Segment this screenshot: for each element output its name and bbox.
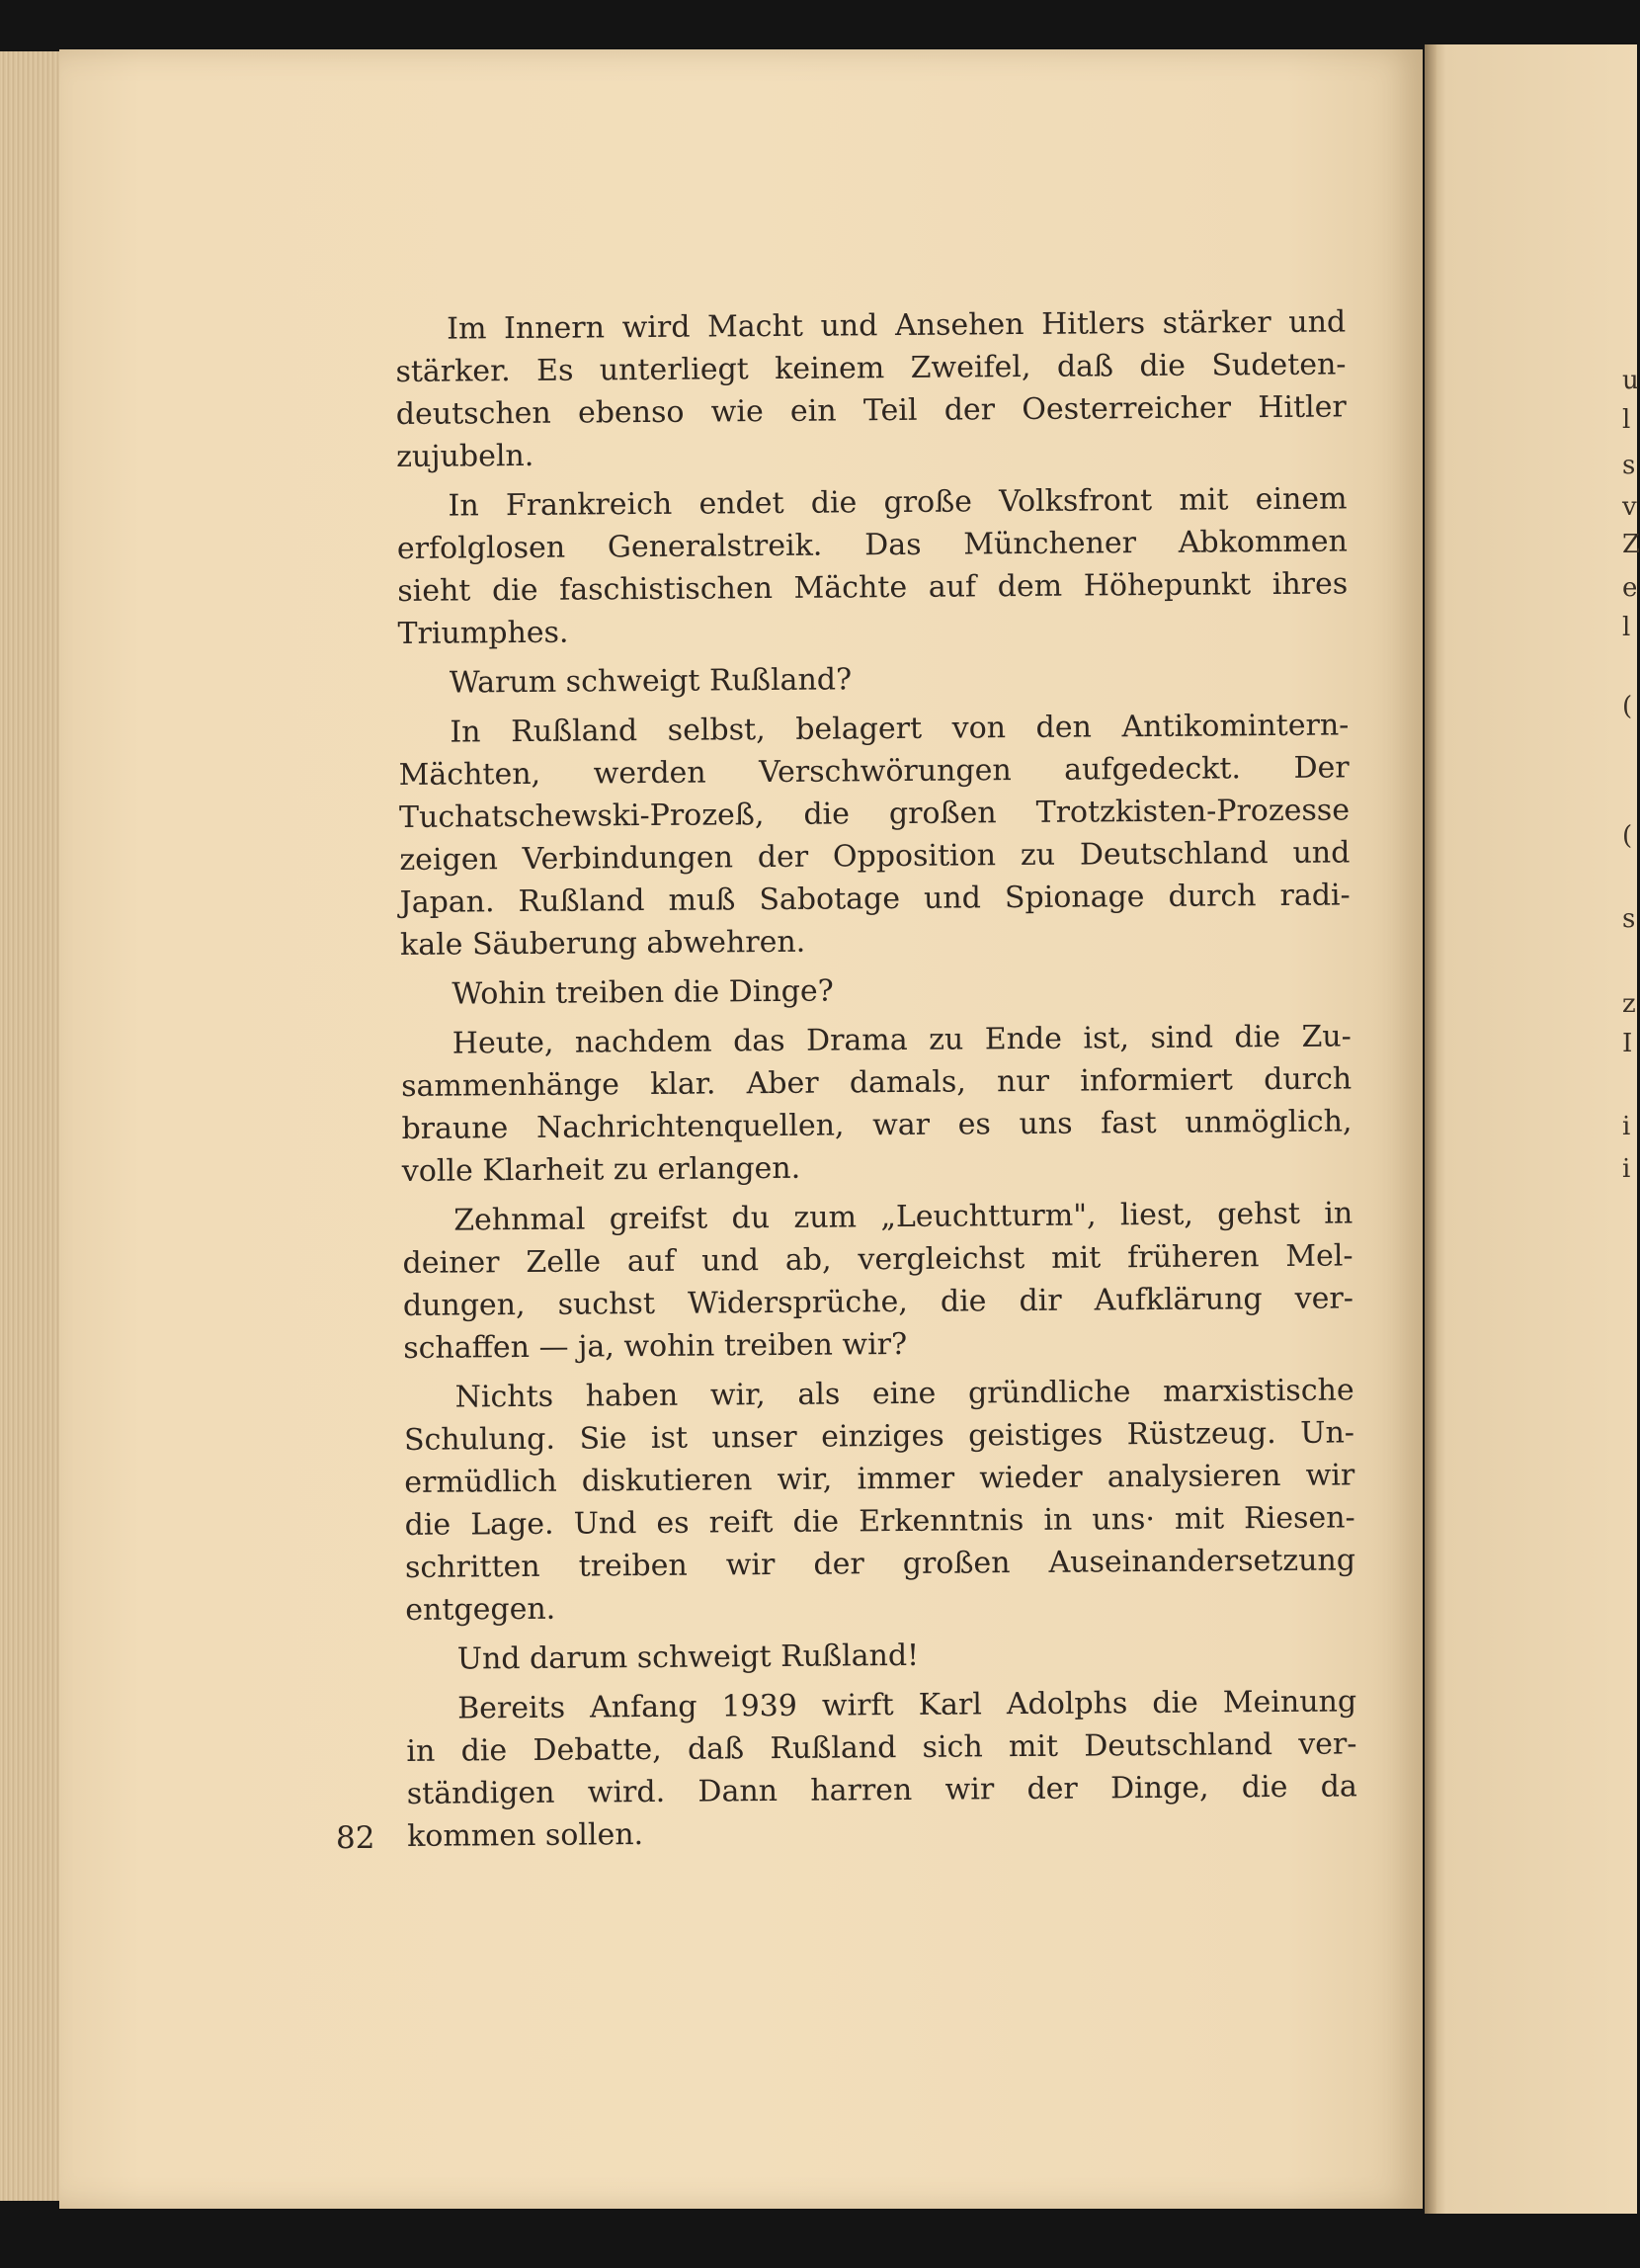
text-fragment: ( <box>1622 692 1633 721</box>
text-fragment: z <box>1622 989 1636 1019</box>
text-line: in die Debatte, daß Rußland sich mit Deutschland ver- <box>406 1726 1357 1769</box>
text-line: Warum schweigt Rußland? <box>449 662 853 701</box>
text-fragment: i <box>1622 1112 1631 1141</box>
text-line: Zehnmal greifst du zum „Leuchtturm", liest, gehst in <box>453 1196 1353 1238</box>
text-line: erfolglosen Generalstreik. Das Münchener Abkommen <box>396 524 1349 566</box>
text-line: entgegen. <box>405 1591 556 1628</box>
book-gutter <box>1425 44 1436 2214</box>
text-line: Heute, nachdem das Drama zu Ende ist, sind die Zu- <box>451 1019 1352 1061</box>
text-fragment: I <box>1622 1029 1633 1058</box>
text-line: Mächten, werden Verschwörungen aufgedeckt. Der <box>398 750 1350 793</box>
text-line: schritten treiben wir der großen Auseinandersetzung <box>404 1543 1356 1585</box>
paragraph <box>401 1015 1353 1193</box>
book-page <box>59 49 1423 2209</box>
text-line: deiner Zelle auf und ab, vergleichst mit früheren Mel- <box>402 1238 1353 1281</box>
paragraph <box>398 704 1351 966</box>
text-fragment: ( <box>1622 821 1633 851</box>
paragraph <box>406 1631 1356 1681</box>
paragraph <box>400 966 1351 1016</box>
text-line: braune Nachrichtenquellen, war es uns fast unmöglich, <box>401 1104 1353 1146</box>
text-line: sieht die faschistischen Mächte auf dem Höhepunkt ihres <box>397 566 1349 609</box>
adjacent-page <box>1425 44 1637 2214</box>
text-fragment: l <box>1622 613 1631 642</box>
text-line: Japan. Rußland muß Sabotage und Spionage durch radi- <box>399 878 1351 920</box>
body-text <box>395 300 1357 1865</box>
adjacent-page-text-fragments <box>1622 0 1640 2268</box>
text-fragment: l <box>1622 405 1631 435</box>
text-line: ermüdlich diskutieren wir, immer wieder analysieren wir <box>404 1458 1355 1500</box>
text-line: kale Säuberung abwehren. <box>399 924 806 963</box>
text-line: die Lage. Und es reift die Erkenntnis in uns· mit Riesen- <box>404 1500 1355 1543</box>
text-fragment: s <box>1622 451 1636 480</box>
paragraph <box>396 477 1348 655</box>
text-line: Schulung. Sie ist unser einziges geistiges Rüstzeug. Un- <box>403 1415 1355 1458</box>
text-line: Bereits Anfang 1939 wirft Karl Adolphs die Meinung <box>456 1684 1357 1726</box>
text-line: Im Innern wird Macht und Ansehen Hitlers stärker und <box>447 304 1347 347</box>
paragraph <box>395 300 1347 478</box>
paragraph <box>398 654 1349 705</box>
text-line: schaffen — ja, wohin treiben wir? <box>403 1326 908 1366</box>
text-line: sammenhänge klar. Aber damals, nur informiert durch <box>401 1061 1353 1104</box>
text-line: In Frankreich endet die große Volksfront mit einem <box>448 481 1348 524</box>
text-line: Triumphes. <box>397 615 569 651</box>
text-line: In Rußland selbst, belagert von den Antikomintern- <box>450 708 1350 750</box>
text-line: zujubeln. <box>396 438 534 474</box>
text-fragment: Z <box>1622 530 1640 559</box>
paragraph <box>406 1680 1357 1858</box>
text-line: Tuchatschewski-Prozeß, die großen Trotzkisten-Prozesse <box>398 793 1351 835</box>
text-line: dungen, suchst Widersprüche, die dir Aufklärung ver- <box>402 1281 1354 1323</box>
text-fragment: s <box>1622 904 1636 934</box>
paragraph <box>402 1192 1353 1370</box>
text-line: zeigen Verbindungen der Opposition zu Deutschland und <box>399 835 1351 878</box>
text-line: kommen sollen. <box>407 1817 644 1854</box>
paragraph <box>403 1369 1355 1632</box>
text-fragment: v <box>1622 492 1637 522</box>
page-number: 82 <box>336 1820 375 1856</box>
text-line: stärker. Es unterliegt keinem Zweifel, daß die Sudeten- <box>395 347 1347 389</box>
text-fragment: e <box>1622 573 1638 603</box>
text-line: deutschen ebenso wie ein Teil der Oesterreicher Hitler <box>395 389 1347 432</box>
text-fragment: u <box>1622 366 1639 395</box>
text-fragment: i <box>1622 1154 1631 1184</box>
text-line: Und darum schweigt Rußland! <box>456 1638 920 1677</box>
text-line: Nichts haben wir, als eine gründliche marxistische <box>454 1373 1354 1415</box>
text-line: Wohin treiben die Dinge? <box>451 973 834 1012</box>
text-line: volle Klarheit zu erlangen. <box>401 1150 801 1189</box>
text-line: ständigen wird. Dann harren wir der Dinge, die da <box>406 1769 1357 1811</box>
